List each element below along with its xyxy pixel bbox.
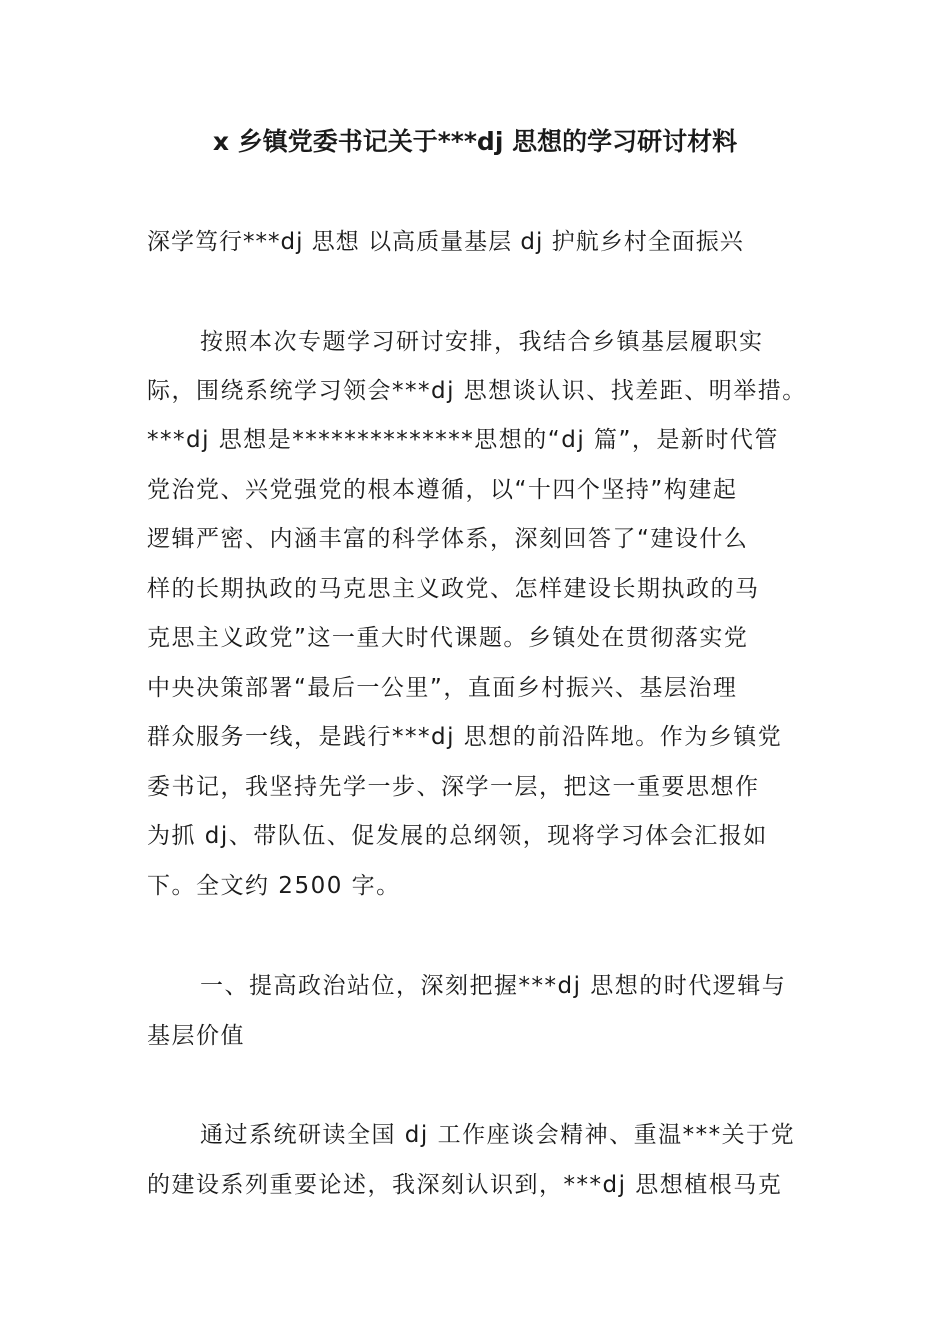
paragraph-line: 际，围绕系统学习领会***dj 思想谈认识、找差距、明举措。 xyxy=(147,378,807,404)
paragraph-line: 为抓 dj、带队伍、促发展的总纲领，现将学习体会汇报如 xyxy=(147,823,768,849)
paragraph-line: 样的长期执政的马克思主义政党、怎样建设长期执政的马 xyxy=(147,576,760,602)
paragraph-line: 通过系统研读全国 dj 工作座谈会精神、重温***关于党 xyxy=(200,1122,796,1148)
paragraph-line: 中央决策部署“最后一公里”，直面乡村振兴、基层治理 xyxy=(147,675,738,701)
paragraph-line: 克思主义政党”这一重大时代课题。乡镇处在贯彻落实党 xyxy=(147,625,749,651)
paragraph-line: 逻辑严密、内涵丰富的科学体系，深刻回答了“建设什么 xyxy=(147,526,749,552)
document-title: x 乡镇党委书记关于***dj 思想的学习研讨材料 xyxy=(212,127,738,156)
paragraph-line: 党治党、兴党强党的根本遵循，以“十四个坚持”构建起 xyxy=(147,477,738,503)
paragraph-line: ***dj 思想是**************思想的“dj 篇”，是新时代管 xyxy=(147,427,779,453)
section-heading-line: 一、提高政治站位，深刻把握***dj 思想的时代逻辑与 xyxy=(200,973,787,999)
document-subtitle: 深学笃行***dj 思想 以高质量基层 dj 护航乡村全面振兴 xyxy=(147,229,744,255)
paragraph-line: 按照本次专题学习研讨安排，我结合乡镇基层履职实 xyxy=(200,329,764,355)
paragraph-line: 群众服务一线，是践行***dj 思想的前沿阵地。作为乡镇党 xyxy=(147,724,783,750)
section-heading-line: 基层价值 xyxy=(147,1023,245,1049)
paragraph-line: 委书记，我坚持先学一步、深学一层，把这一重要思想作 xyxy=(147,774,760,800)
paragraph-line: 下。全文约 2500 字。 xyxy=(147,873,401,899)
paragraph-line: 的建设系列重要论述，我深刻认识到，***dj 思想植根马克 xyxy=(147,1172,783,1198)
